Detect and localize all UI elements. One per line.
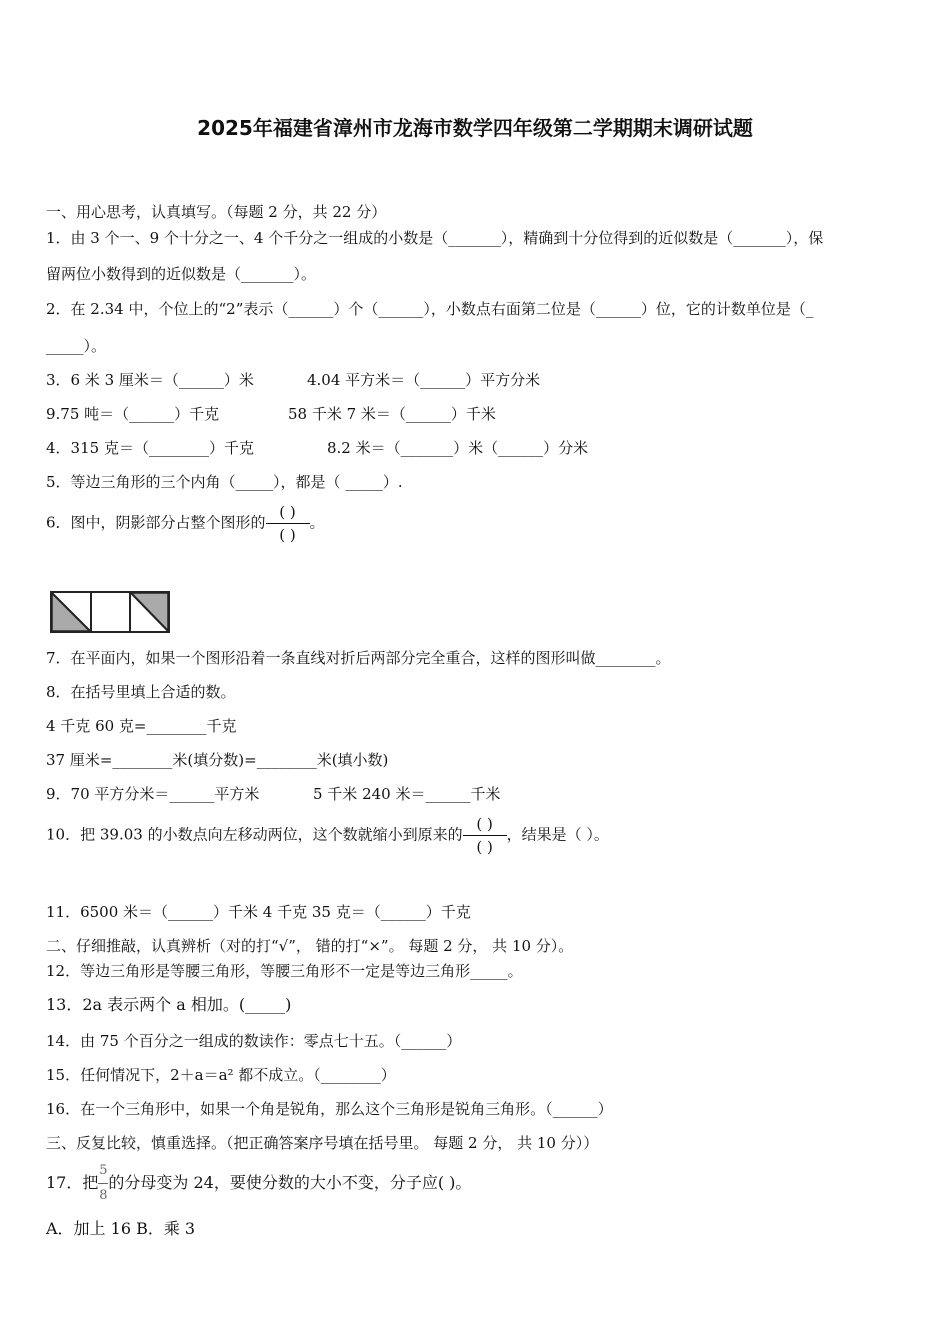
- question-1-line-2: 留两位小数得到的近似数是（_______）。: [46, 265, 317, 283]
- question-12: 12．等边三角形是等腰三角形，等腰三角形不一定是等边三角形_____。: [46, 962, 523, 980]
- question-9-left: 9．70 平方分米＝______平方米: [46, 785, 260, 803]
- question-11: 11．6500 米＝（______）千米 4 千克 35 克＝（______）千克: [46, 903, 471, 921]
- question-8b: 37 厘米=________米(填分数)=________米(填小数): [46, 751, 389, 769]
- fraction-denominator: ( ): [279, 526, 296, 544]
- question-6-text: 6．图中，阴影部分占整个图形的: [46, 513, 266, 532]
- question-17-suffix: 的分母变为 24，要使分数的大小不变，分子应( )。: [108, 1173, 472, 1192]
- shaded-triangles-figure: [50, 591, 172, 635]
- question-3b-right: 58 千米 7 米＝（______）千米: [288, 405, 496, 423]
- question-6-suffix: 。: [309, 513, 325, 532]
- question-9-right: 5 千米 240 米＝______千米: [313, 785, 501, 803]
- fraction-denominator: 8: [99, 1188, 108, 1203]
- question-7: 7．在平面内，如果一个图形沿着一条直线对折后两部分完全重合，这样的图形叫做________。: [46, 649, 671, 667]
- question-17-fraction: [98, 1160, 108, 1207]
- section-1-heading: 一、用心思考，认真填写。（每题 2 分，共 22 分）: [46, 203, 387, 221]
- question-1-line-1: 1．由 3 个一、9 个十分之一、4 个千分之一组成的小数是（_______），精确到十分位得到的近似数是（_______），保: [46, 229, 824, 247]
- fraction-numerator: 5: [99, 1163, 108, 1178]
- question-10-fraction: [463, 815, 507, 856]
- question-14: 14．由 75 个百分之一组成的数读作：零点七十五。（______）: [46, 1032, 462, 1050]
- question-3b-left: 9.75 吨＝（______）千克: [46, 405, 220, 423]
- question-10-text: 10．把 39.03 的小数点向左移动两位，这个数就缩小到原来的: [46, 825, 463, 844]
- section-2-heading: 二、仔细推敲，认真辨析（对的打“√”， 错的打“×”。 每题 2 分， 共 10 分）。: [46, 937, 574, 955]
- section-3-heading: 三、反复比较，慎重选择。（把正确答案序号填在括号里。 每题 2 分， 共 10 分））: [46, 1134, 599, 1152]
- fraction-denominator: ( ): [476, 838, 493, 856]
- question-4-right: 8.2 米＝（_______）米（______）分米: [327, 439, 589, 457]
- question-13: 13．2a 表示两个 a 相加。(_____): [46, 995, 292, 1014]
- question-8: 8．在括号里填上合适的数。: [46, 683, 236, 701]
- question-3-left: 3．6 米 3 厘米＝（______）米: [46, 371, 254, 389]
- question-10: [46, 815, 609, 856]
- fraction-numerator: ( ): [279, 503, 296, 521]
- question-2-line-2: _____）。: [46, 337, 107, 355]
- question-8a: 4 千克 60 克=________千克: [46, 717, 237, 735]
- question-6: [46, 503, 325, 544]
- question-16: 16．在一个三角形中，如果一个角是锐角，那么这个三角形是锐角三角形。（______）: [46, 1100, 613, 1118]
- question-17: [46, 1160, 471, 1207]
- question-4-left: 4．315 克＝（________）千克: [46, 439, 254, 457]
- question-10-suffix: ，结果是（ ）。: [506, 825, 609, 844]
- question-3-right: 4.04 平方米＝（______）平方分米: [307, 371, 541, 389]
- question-6-fraction: [266, 503, 310, 544]
- page-title: 2025年福建省漳州市龙海市数学四年级第二学期期末调研试题: [197, 116, 753, 140]
- fraction-numerator: ( ): [476, 815, 493, 833]
- question-5: 5．等边三角形的三个内角（_____），都是（ _____）.: [46, 473, 403, 491]
- question-15: 15．任何情况下，2＋a＝a² 都不成立。（________）: [46, 1066, 396, 1084]
- question-17-text: 17．把: [46, 1173, 99, 1192]
- question-17-options: A．加上 16 B．乘 3: [46, 1219, 196, 1238]
- question-2-line-1: 2．在 2.34 中，个位上的“2”表示（______）个（______），小数点右面第二位是（______）位，它的计数单位是（_: [46, 300, 814, 318]
